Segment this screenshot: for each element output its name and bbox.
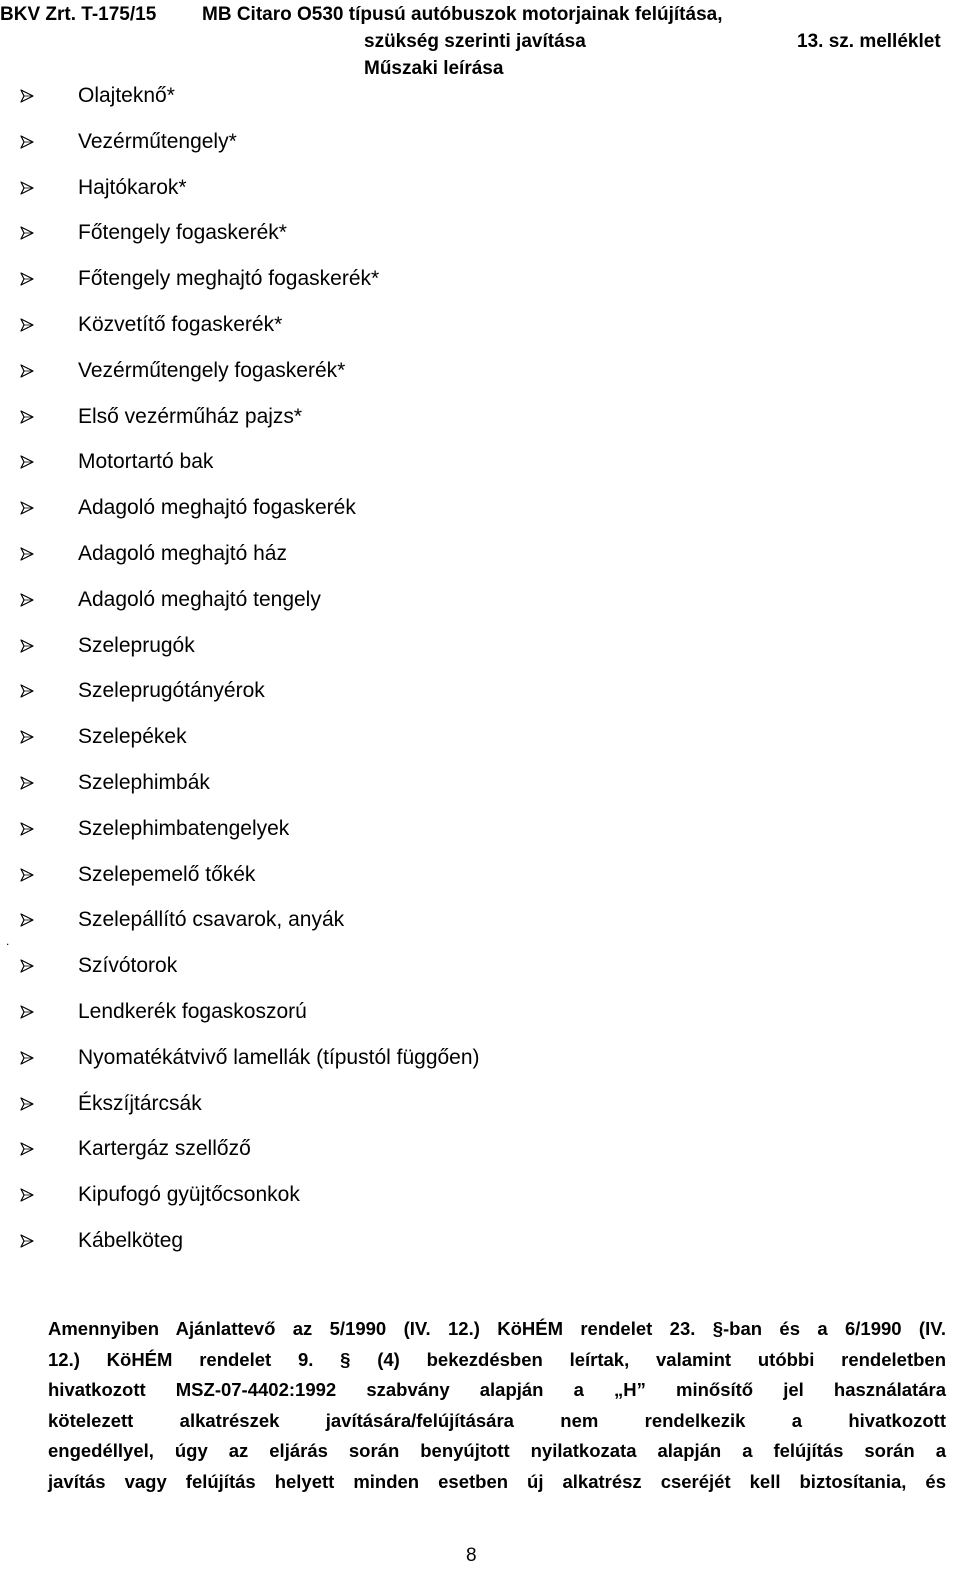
arrow-bullet-icon (20, 1234, 34, 1248)
arrow-bullet-icon (20, 822, 34, 836)
list-item-label: Vezérműtengely* (78, 129, 237, 153)
list-item-label: Lendkerék fogaskoszorú (78, 1000, 307, 1023)
header-title-line-1: MB Citaro O530 típusú autóbuszok motorjainak felújítása, (202, 4, 723, 25)
stray-mark: . (6, 934, 10, 948)
list-item (0, 631, 700, 661)
arrow-bullet-icon (20, 89, 34, 103)
list-item-label: Vezérműtengely fogaskerék* (78, 358, 346, 382)
arrow-bullet-icon (20, 455, 34, 469)
header-title-line-2: szükség szerinti javítása (364, 31, 586, 52)
list-item (0, 1089, 700, 1119)
list-item-label: Első vezérműház pajzs* (78, 404, 303, 428)
arrow-bullet-icon (20, 181, 34, 195)
list-item-label: Szelepemelő tőkék (78, 862, 256, 886)
list-item (0, 951, 700, 981)
list-item (0, 264, 700, 294)
paragraph-line: javítás vagy felújítás helyett minden esetben új alkatrész cseréjét kell biztosítania, és (48, 1470, 946, 1492)
list-item-label: Szívótorok (78, 954, 178, 978)
arrow-bullet-icon (20, 410, 34, 424)
arrow-bullet-icon (20, 1097, 34, 1111)
list-item (0, 1134, 700, 1164)
arrow-bullet-icon (20, 135, 34, 149)
arrow-bullet-icon (20, 959, 34, 973)
arrow-bullet-icon (20, 272, 34, 286)
paragraph-line: 12.) KöHÉM rendelet 9. § (4) bekezdésben leírtak, valamint utóbbi rendeletben (48, 1348, 946, 1370)
arrow-bullet-icon (20, 547, 34, 561)
arrow-bullet-icon (20, 776, 34, 790)
arrow-bullet-icon (20, 1188, 34, 1202)
list-item-label: Közvetítő fogaskerék* (78, 313, 283, 336)
list-item-label: Motortartó bak (78, 450, 214, 474)
page-number: 8 (466, 1545, 477, 1566)
list-item (0, 127, 700, 157)
list-item (0, 81, 700, 111)
list-item-label: Szeleprugók (78, 633, 195, 657)
list-item (0, 539, 700, 569)
list-item-label: Kábelköteg (78, 1229, 184, 1252)
arrow-bullet-icon (20, 1051, 34, 1065)
arrow-bullet-icon (20, 1142, 34, 1156)
annex-label: 13. sz. melléklet (797, 31, 941, 52)
list-item (0, 722, 700, 752)
arrow-bullet-icon (20, 226, 34, 240)
arrow-bullet-icon (20, 868, 34, 882)
arrow-bullet-icon (20, 1005, 34, 1019)
list-item (0, 1043, 700, 1073)
list-item-label: Szeleprugótányérok (78, 679, 265, 703)
list-item (0, 585, 700, 615)
list-item-label: Adagoló meghajtó tengely (78, 587, 321, 611)
arrow-bullet-icon (20, 913, 34, 927)
list-item (0, 173, 700, 203)
list-item-label: Nyomatékátvivő lamellák (típustól függően) (78, 1045, 480, 1069)
list-item-label: Kartergáz szellőző (78, 1137, 251, 1161)
list-item-label: Hajtókarok* (78, 175, 187, 199)
list-item (0, 402, 700, 432)
list-item-label: Szelepékek (78, 725, 187, 749)
arrow-bullet-icon (20, 730, 34, 744)
list-item (0, 218, 700, 248)
list-item (0, 768, 700, 798)
arrow-bullet-icon (20, 318, 34, 332)
list-item (0, 1226, 700, 1256)
paragraph-line: Amennyiben Ajánlattevő az 5/1990 (IV. 12.) KöHÉM rendelet 23. §-ban és a 6/1990 (IV. (48, 1318, 946, 1339)
list-item (0, 814, 700, 844)
arrow-bullet-icon (20, 684, 34, 698)
list-item (0, 860, 700, 890)
paragraph-line: engedéllyel, úgy az eljárás során benyújtott nyilatkozata alapján a felújítás során a (48, 1440, 946, 1461)
list-item-label: Szelephimbatengelyek (78, 816, 290, 840)
list-item (0, 997, 700, 1027)
list-item-label: Szelephimbák (78, 771, 210, 794)
arrow-bullet-icon (20, 639, 34, 653)
list-item-label: Adagoló meghajtó fogaskerék (78, 496, 356, 520)
arrow-bullet-icon (20, 593, 34, 607)
list-item-label: Főtengely fogaskerék* (78, 221, 287, 245)
list-item (0, 676, 700, 706)
arrow-bullet-icon (20, 364, 34, 378)
list-item (0, 356, 700, 386)
requirements-paragraph (48, 1314, 946, 1497)
paragraph-line: hivatkozott MSZ-07-4402:1992 szabvány alapján a „H” minősítő jel használatára (48, 1379, 946, 1400)
list-item-label: Kipufogó gyüjtőcsonkok (78, 1183, 300, 1207)
list-item (0, 1180, 700, 1210)
header-title-line-3: Műszaki leírása (364, 58, 504, 79)
list-item (0, 905, 700, 935)
arrow-bullet-icon (20, 501, 34, 515)
list-item (0, 310, 700, 340)
document-id: BKV Zrt. T-175/15 (0, 4, 157, 25)
paragraph-line: kötelezett alkatrészek javítására/felújítására nem rendelkezik a hivatkozott (48, 1409, 946, 1431)
list-item (0, 447, 700, 477)
list-item-label: Olajteknő* (78, 84, 175, 107)
list-item-label: Adagoló meghajtó ház (78, 542, 287, 565)
list-item-label: Ékszíjtárcsák (78, 1091, 202, 1115)
list-item (0, 493, 700, 523)
list-item-label: Szelepállító csavarok, anyák (78, 908, 345, 932)
list-item-label: Főtengely meghajtó fogaskerék* (78, 267, 380, 291)
